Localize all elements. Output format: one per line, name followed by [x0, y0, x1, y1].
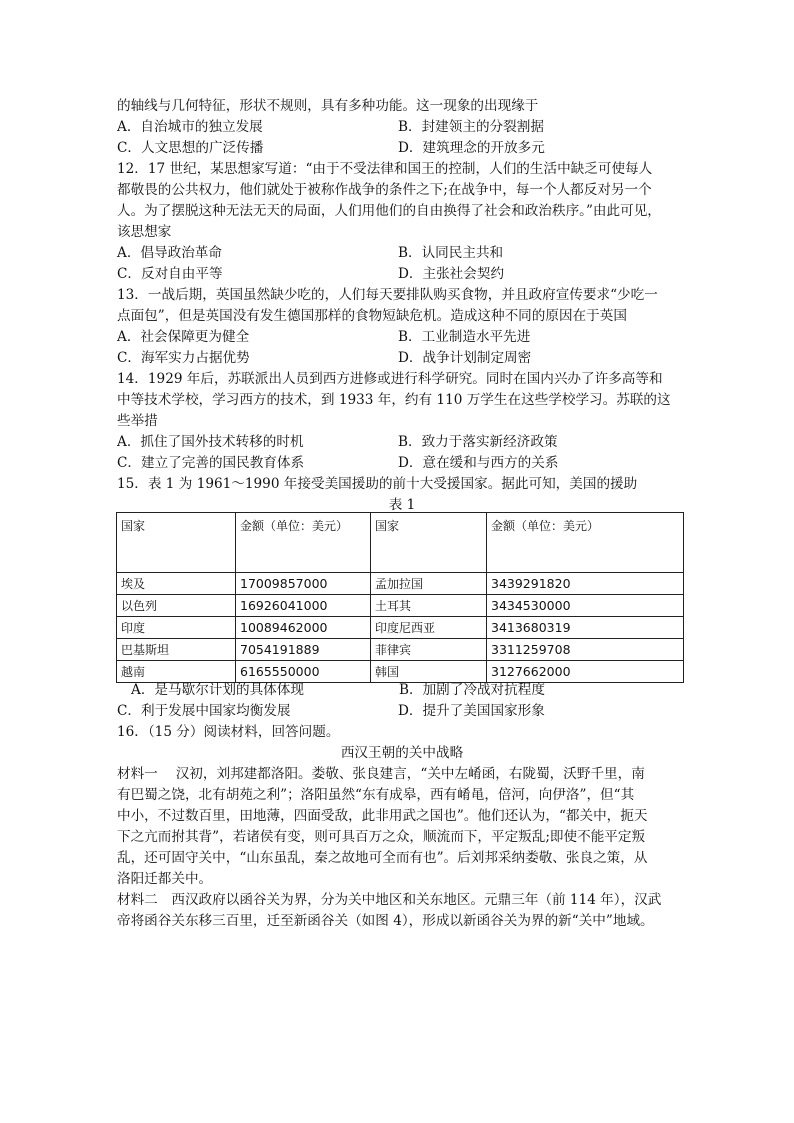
table-row [117, 617, 684, 639]
q16-material2-line: 帝将函谷关东移三百里，迁至新函谷关（如图 4），形成以新函谷关为界的新“关中”地域。 [117, 913, 654, 929]
q14-option-a[interactable]: A．抓住了国外技术转移的时机 [117, 434, 304, 450]
q15-options-row-2 [117, 701, 687, 722]
q14-option-b[interactable]: B．致力于落实新经济政策 [398, 434, 558, 450]
table-cell-country: 埃及 [117, 573, 236, 595]
table-cell-country: 以色列 [117, 595, 236, 617]
q13-option-c[interactable]: C．海军实力占据优势 [117, 350, 250, 366]
q16-stem: 16．（15 分）阅读材料，回答问题。 [117, 724, 340, 740]
table-header-country-1: 国家 [117, 513, 236, 573]
q14-line-3: 些举措 [117, 413, 158, 429]
table-row [117, 573, 684, 595]
q15-option-b[interactable]: B．加剧了冷战对抗程度 [399, 682, 545, 698]
q15-stem: 15．表 1 为 1961～1990 年接受美国援助的前十大受援国家。据此可知，美国的援助 [117, 476, 638, 492]
table-cell-amount: 3434530000 [487, 595, 684, 617]
table-cell-amount: 3413680319 [487, 617, 684, 639]
table-cell-country: 韩国 [371, 661, 487, 683]
q15-option-d[interactable]: D．提升了美国国家形象 [398, 703, 545, 719]
page-top [117, 96, 687, 516]
q12-options-row-2 [117, 264, 687, 285]
table-header-amount-1: 金额（单位：美元） [236, 513, 371, 573]
table-cell-amount: 7054191889 [236, 639, 371, 661]
q11-option-b[interactable]: B．封建领主的分裂割据 [398, 119, 544, 135]
q14-options-row-1 [117, 432, 687, 453]
table-cell-amount: 3311259708 [487, 639, 684, 661]
q12-line-4: 该思想家 [117, 224, 172, 240]
q13-options-row-1 [117, 327, 687, 348]
table-cell-country: 印度 [117, 617, 236, 639]
q12-option-d[interactable]: D．主张社会契约 [398, 266, 505, 282]
q12-line-3: 人。为了摆脱这种无法无天的局面，人们用他们的自由换得了社会和政治秩序。”由此可见， [117, 203, 661, 219]
q13-line-2: 点面包”，但是英国没有发生德国那样的食物短缺危机。造成这种不同的原因在于英国 [117, 308, 627, 324]
q15-option-c[interactable]: C．利于发展中国家均衡发展 [117, 703, 291, 719]
q13-option-d[interactable]: D．战争计划制定周密 [398, 350, 532, 366]
q14-options-row-2 [117, 453, 687, 474]
q16-title: 西汉王朝的关中战略 [340, 745, 464, 761]
q13-options-row-2 [117, 348, 687, 369]
table-cell-amount: 10089462000 [236, 617, 371, 639]
table-cell-country: 菲律宾 [371, 639, 487, 661]
q12-option-a[interactable]: A．倡导政治革命 [117, 245, 222, 261]
table-caption: 表 1 [388, 497, 416, 513]
q16-material2-line: 材料二 西汉政府以函谷关为界，分为关中地区和关东地区。元鼎三年（前 114 年），汉武 [117, 892, 662, 908]
q12-option-c[interactable]: C．反对自由平等 [117, 266, 223, 282]
q15-option-a[interactable]: A．是马歇尔计划的具体体现 [131, 682, 304, 698]
q11-option-c[interactable]: C．人文思想的广泛传播 [117, 140, 264, 156]
table-cell-country: 印度尼西亚 [371, 617, 487, 639]
table-cell-amount: 3127662000 [487, 661, 684, 683]
q16-material1-line: 下之亢而拊其背”，若诸侯有变，则可具百万之众，顺流而下，平定叛乱;即使不能平定叛 [117, 829, 646, 845]
table-cell-amount: 17009857000 [236, 573, 371, 595]
table-cell-country: 孟加拉国 [371, 573, 487, 595]
q14-line-2: 中等技术学校，学习西方的技术，到 1933 年，约有 110 万学生在这些学校学习。苏联的这 [117, 392, 671, 408]
table-header-row [117, 513, 684, 573]
q15-options-row-1 [117, 680, 687, 701]
q13-line-1: 13．一战后期，英国虽然缺少吃的，人们每天要排队购买食物，并且政府宣传要求“少吃一 [117, 287, 658, 303]
table-header-country-2: 国家 [371, 513, 487, 573]
table-cell-amount: 6165550000 [236, 661, 371, 683]
q11-option-d[interactable]: D．建筑理念的开放多元 [398, 140, 545, 156]
table-cell-country: 巴基斯坦 [117, 639, 236, 661]
q16-material1-line: 洛阳迁都关中。 [117, 871, 213, 887]
q12-option-b[interactable]: B．认同民主共和 [398, 245, 504, 261]
table-cell-country: 土耳其 [371, 595, 487, 617]
table-header-amount-2: 金额（单位：美元） [487, 513, 684, 573]
q12-line-1: 12．17 世纪，某思想家写道：“由于不受法律和国王的控制，人们的生活中缺乏可使每人 [117, 161, 653, 177]
q14-option-c[interactable]: C．建立了完善的国民教育体系 [117, 455, 305, 471]
q16-material1-line: 材料一 汉初，刘邦建都洛阳。娄敬、张良建言，“关中左崤函，右陇蜀，沃野千里，南 [117, 766, 645, 782]
q11-stem-tail: 的轴线与几何特征，形状不规则，具有多种功能。这一现象的出现缘于 [117, 98, 539, 114]
q16-material1-line: 中小，不过数百里，田地薄，四面受敌，此非用武之国也”。他们还认为，“都关中，扼天 [117, 808, 648, 824]
q11-options-row-2 [117, 138, 687, 159]
q16-material1-line: 有巴蜀之饶，北有胡苑之利”；洛阳虽然“东有成皋，西有崤黾，倍河，向伊洛”，但“其 [117, 787, 635, 803]
q16-material1-line: 乱，还可固守关中，“山东虽乱，秦之故地可全而有也”。后刘邦采纳娄敬、张良之策，从 [117, 850, 648, 866]
q13-option-b[interactable]: B．工业制造水平先进 [398, 329, 531, 345]
table-cell-amount: 16926041000 [236, 595, 371, 617]
q14-line-1: 14．1929 年后，苏联派出人员到西方进修或进行科学研究。同时在国内兴办了许多高等和 [117, 371, 663, 387]
q12-options-row-1 [117, 243, 687, 264]
table-cell-country: 越南 [117, 661, 236, 683]
q13-option-a[interactable]: A．社会保障更为健全 [117, 329, 250, 345]
page-bottom [117, 680, 687, 932]
q11-options-row-1 [117, 117, 687, 138]
table-row [117, 639, 684, 661]
q11-option-a[interactable]: A．自治城市的独立发展 [117, 119, 263, 135]
q12-line-2: 都敬畏的公共权力，他们就处于被称作战争的条件之下;在战争中，每一个人都反对另一个 [117, 182, 652, 198]
table-row [117, 595, 684, 617]
q14-option-d[interactable]: D．意在缓和与西方的关系 [398, 455, 559, 471]
table-cell-amount: 3439291820 [487, 573, 684, 595]
aid-table [116, 512, 684, 683]
